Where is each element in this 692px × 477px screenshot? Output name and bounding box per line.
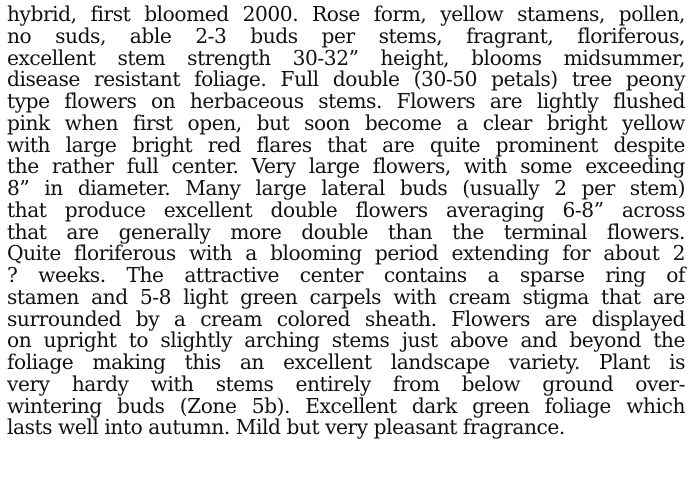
text-line: the rather full center. Very large flowers, with some exceeding: [7, 154, 685, 179]
text-line: ? weeks. The attractive center contains a sparse ring of: [7, 263, 685, 287]
text-line: hybrid, first bloomed 2000. Rose form, yellow stamens, pollen,: [7, 2, 685, 26]
text-line: 8” in diameter. Many large lateral buds (usually 2 per stem): [7, 176, 685, 200]
text-line: no suds, able 2-3 buds per stems, fragrant, floriferous,: [7, 23, 685, 48]
description-text-block: [7, 4, 685, 439]
text-line: lasts well into autumn. Mild but very pleasant fragrance.: [7, 415, 565, 440]
text-line: surrounded by a cream colored sheath. Flowers are displayed: [7, 306, 685, 331]
text-line: very hardy with stems entirely from below ground over-: [7, 371, 685, 396]
text-line: disease resistant foliage. Full double (30-50 petals) tree peony: [7, 67, 685, 92]
text-line: pink when first open, but soon become a clear bright yellow: [7, 110, 685, 135]
text-line: wintering buds (Zone 5b). Excellent dark green foliage which: [7, 393, 685, 418]
text-line: that are generally more double than the terminal flowers.: [7, 219, 685, 244]
text-line: type flowers on herbaceous stems. Flowers are lightly flushed: [7, 89, 685, 113]
text-line: stamen and 5-8 light green carpels with cream stigma that are: [7, 284, 685, 309]
text-line: foliage making this an excellent landscape variety. Plant is: [7, 350, 685, 374]
text-line: on upright to slightly arching stems just above and beyond the: [7, 328, 685, 353]
text-line: that produce excellent double flowers averaging 6-8” across: [7, 197, 685, 222]
text-line: with large bright red flares that are quite prominent despite: [7, 132, 685, 157]
text-line: excellent stem strength 30-32” height, blooms midsummer,: [7, 45, 685, 70]
text-line: Quite floriferous with a blooming period extending for about 2: [7, 241, 685, 266]
